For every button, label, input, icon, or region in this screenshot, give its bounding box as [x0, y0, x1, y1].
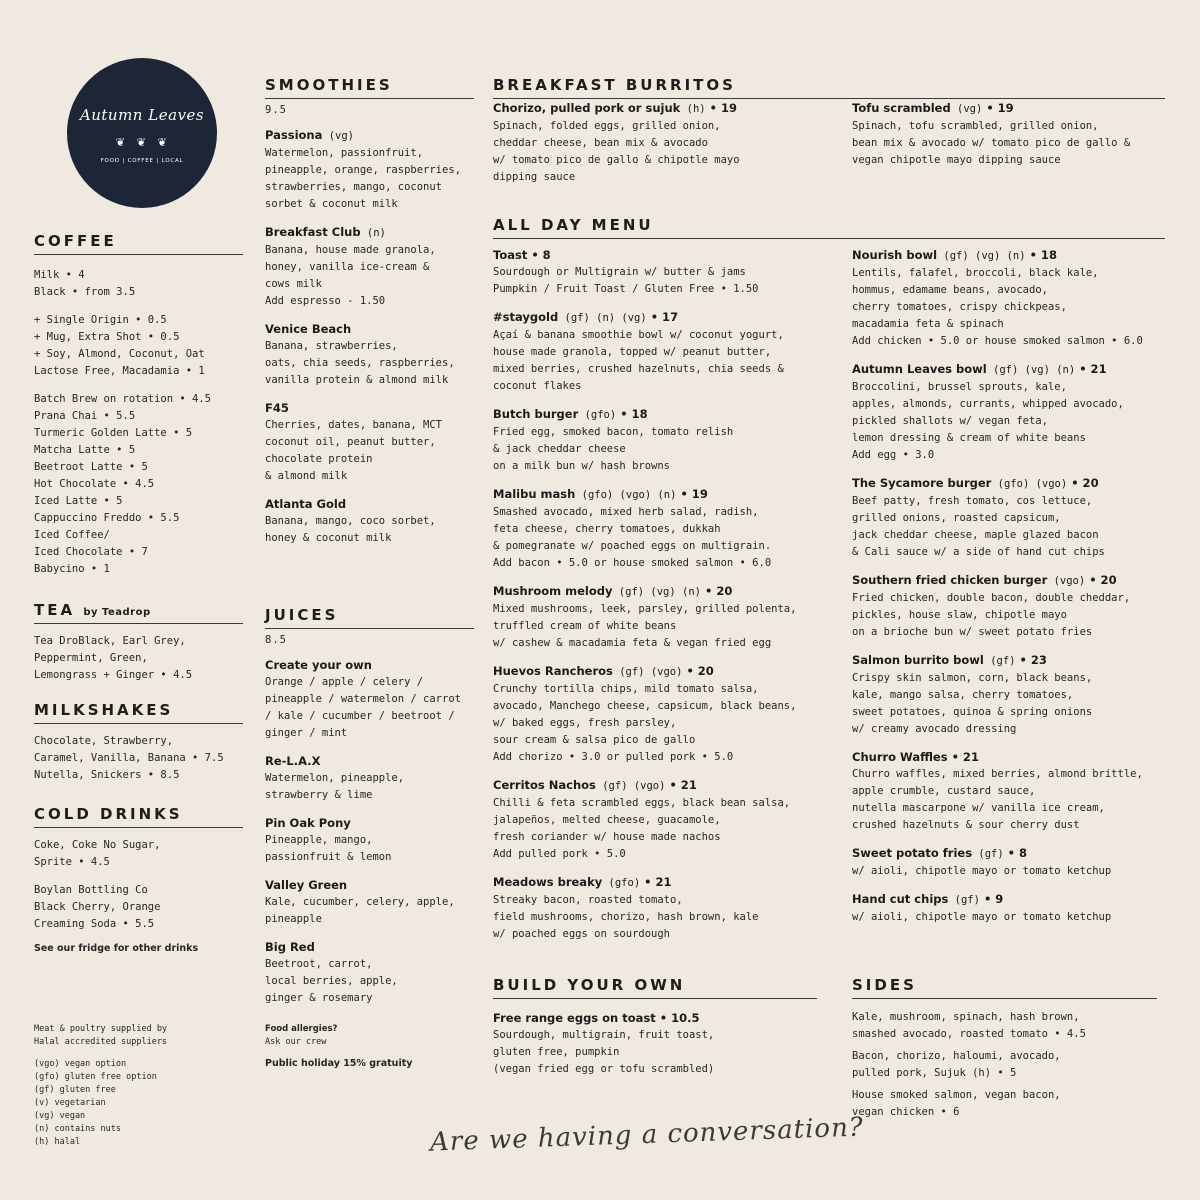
- logo-tagline: FOOD | COFFEE | LOCAL: [100, 158, 184, 164]
- menu-line: (n) contains nuts: [34, 1124, 121, 1134]
- item-description: Sourdough, multigrain, fruit toast, gluten free, pumpkin (vegan fried egg or tofu scrambled): [493, 1029, 715, 1075]
- coffee-list: [34, 267, 243, 578]
- leaf-icons: ❦ ❦ ❦: [115, 134, 169, 150]
- item-price: • 18: [1025, 248, 1057, 262]
- item-title: #staygold: [493, 310, 559, 324]
- item-tags: (gfo): [578, 409, 617, 421]
- item-price: • 9: [979, 892, 1004, 906]
- menu-line: Bacon, chorizo, haloumi, avocado,: [852, 1050, 1061, 1062]
- menu-item: [493, 663, 843, 766]
- smoothies-section: [265, 76, 474, 558]
- smoothies-price: 9.5: [265, 104, 287, 116]
- menu-item: [852, 100, 1162, 169]
- item-price: • 21: [665, 778, 697, 792]
- item-description: Crunchy tortilla chips, mild tomato salsa, avocado, Manchego cheese, capsicum, black beans, w/ baked eggs, fresh parsley, sour cream & salsa pico de gallo Add chorizo • 3.0 or pulled pork • 5.0: [493, 683, 797, 763]
- breakfast-burritos-section: [493, 76, 1165, 99]
- juice-footnotes: [265, 1023, 474, 1069]
- item-name: [852, 749, 1162, 766]
- all-day-left: [493, 247, 843, 954]
- item-name: [265, 496, 474, 513]
- menu-item: [265, 939, 474, 1007]
- fridge-note: See our fridge for other drinks: [34, 943, 199, 954]
- menu-item: [265, 321, 474, 389]
- item-description: Broccolini, brussel sprouts, kale, apples, almonds, currants, whipped avocado, pickled shallots w/ vegan feta, lemon dressing & cream of white beans Add egg • 3.0: [852, 381, 1124, 461]
- item-description: Açaí & banana smoothie bowl w/ coconut yogurt, house made granola, topped w/ peanut butter, mixed berries, crushed hazelnuts, chia seeds & coconut flakes: [493, 329, 784, 392]
- sides-section: [852, 976, 1157, 1121]
- menu-line: Batch Brew on rotation • 4.5: [34, 393, 212, 405]
- item-name: [493, 1010, 817, 1027]
- item-tags: (gfo) (vgo) (n): [575, 489, 677, 501]
- item-name: [852, 100, 1162, 118]
- build-your-own-title: BUILD YOUR OWN: [493, 976, 817, 999]
- cold-drinks-list: [34, 837, 243, 933]
- allergy-note: Ask our crew: [265, 1037, 327, 1047]
- item-price: • 8: [1003, 846, 1028, 860]
- build-your-own-item: [493, 1010, 817, 1078]
- item-title: Mushroom melody: [493, 584, 613, 598]
- menu-line: House smoked salmon, vegan bacon,: [852, 1089, 1061, 1101]
- item-title: Toast: [493, 248, 528, 262]
- item-name: [265, 127, 474, 145]
- smoothie-items: [265, 127, 474, 547]
- item-description: Orange / apple / celery / pineapple / watermelon / carrot / kale / cucumber / beetroot / ginger / mint: [265, 676, 461, 739]
- menu-item: [493, 247, 843, 298]
- menu-line: (v) vegetarian: [34, 1098, 106, 1108]
- menu-line: (h) halal: [34, 1137, 81, 1147]
- item-title: Venice Beach: [265, 322, 352, 336]
- menu-line: Black Cherry, Orange: [34, 901, 161, 913]
- item-name: [265, 939, 474, 956]
- tea-by: by Teadrop: [83, 607, 151, 618]
- item-tags: (gf) (vg) (n): [986, 364, 1076, 376]
- menu-item: [852, 361, 1162, 464]
- item-description: Banana, mango, coco sorbet, honey & coconut milk: [265, 515, 436, 544]
- menu-line: Turmeric Golden Latte • 5: [34, 427, 193, 439]
- footnotes: [34, 1023, 243, 1149]
- item-tags: (gf) (vg) (n): [612, 586, 701, 598]
- item-description: w/ aioli, chipotle mayo or tomato ketchup: [852, 865, 1112, 877]
- menu-line: Peppermint, Green,: [34, 652, 148, 664]
- menu-line: Matcha Latte • 5: [34, 444, 136, 456]
- item-title: Tofu scrambled: [852, 101, 951, 115]
- milkshakes-title: MILKSHAKES: [34, 701, 243, 724]
- item-description: Mixed mushrooms, leek, parsley, grilled polenta, truffled cream of white beans w/ cashew & macadamia feta & vegan fried egg: [493, 603, 797, 649]
- menu-item: [265, 127, 474, 213]
- item-name: [493, 247, 843, 264]
- item-tags: (gf): [983, 655, 1016, 667]
- item-description: Crispy skin salmon, corn, black beans, kale, mango salsa, cherry tomatoes, sweet potatoes, quinoa & spring onions w/ creamy avocado dressing: [852, 672, 1093, 735]
- item-name: [265, 657, 474, 674]
- item-price: • 17: [646, 310, 679, 324]
- menu-item: [852, 749, 1162, 834]
- menu-line: pulled pork, Sujuk (h) • 5: [852, 1067, 1017, 1079]
- item-title: Chorizo, pulled pork or sujuk: [493, 101, 681, 115]
- milkshake-list: [34, 733, 243, 784]
- item-title: F45: [265, 401, 289, 415]
- cold-drinks-title: COLD DRINKS: [34, 805, 243, 828]
- smoothies-title: SMOOTHIES: [265, 76, 474, 99]
- menu-line: Iced Coffee/: [34, 529, 110, 541]
- item-name: [493, 663, 843, 681]
- item-name: [852, 361, 1162, 379]
- brand-logo: [67, 58, 217, 208]
- supply-note: [34, 1023, 243, 1049]
- item-name: [265, 321, 474, 338]
- juices-section: [265, 606, 474, 1018]
- item-title: Churro Waffles: [852, 750, 948, 764]
- menu-item: [493, 406, 843, 475]
- menu-item: [493, 1010, 817, 1078]
- item-name: [493, 486, 843, 504]
- menu-line: Lemongrass + Ginger • 4.5: [34, 669, 193, 681]
- menu-line: Boylan Bottling Co: [34, 884, 148, 896]
- tea-title: [34, 601, 243, 624]
- menu-line: Nutella, Snickers • 8.5: [34, 769, 180, 781]
- item-title: Valley Green: [265, 878, 348, 892]
- menu-line: vegan chicken • 6: [852, 1106, 960, 1118]
- allergy-title: Food allergies?: [265, 1024, 338, 1034]
- menu-item: [493, 874, 843, 943]
- item-description: Smashed avocado, mixed herb salad, radish, feta cheese, cherry tomatoes, dukkah & pomegranate w/ poached eggs on multigrain. Add bacon • 5.0 or house smoked salmon • 6.0: [493, 506, 772, 569]
- item-name: [265, 877, 474, 894]
- item-description: Beetroot, carrot, local berries, apple, ginger & rosemary: [265, 958, 398, 1004]
- item-name: [852, 652, 1162, 670]
- item-tags: (h): [680, 103, 706, 115]
- item-name: [265, 400, 474, 417]
- item-description: Watermelon, passionfruit, pineapple, orange, raspberries, strawberries, mango, coconut sorbet & coconut milk: [265, 147, 461, 210]
- item-title: Free range eggs on toast: [493, 1011, 656, 1025]
- item-tags: (vgo): [1047, 575, 1086, 587]
- item-description: Spinach, tofu scrambled, grilled onion, bean mix & avocado w/ tomato pico de gallo & vegan chipotle mayo dipping sauce: [852, 120, 1131, 166]
- menu-line: (gf) gluten free: [34, 1085, 116, 1095]
- menu-line: + Mug, Extra Shot • 0.5: [34, 331, 180, 343]
- item-tags: (gf): [972, 848, 1004, 860]
- menu-item: [852, 475, 1162, 561]
- menu-line: (gfo) gluten free option: [34, 1072, 157, 1082]
- breakfast-burritos-title: BREAKFAST BURRITOS: [493, 76, 1165, 99]
- menu-item: [265, 753, 474, 804]
- item-title: Cerritos Nachos: [493, 778, 596, 792]
- menu-item: [493, 777, 843, 863]
- item-name: [493, 777, 843, 795]
- item-description: Chilli & feta scrambled eggs, black bean salsa, jalapeños, melted cheese, guacamole, fresh coriander w/ house made nachos Add pulled pork • 5.0: [493, 797, 791, 860]
- item-tags: (vg): [950, 103, 983, 115]
- item-name: [852, 475, 1162, 493]
- item-title: Hand cut chips: [852, 892, 949, 906]
- item-name: [852, 572, 1162, 590]
- item-title: Big Red: [265, 940, 315, 954]
- cold-drinks-section: [34, 805, 243, 954]
- coffee-title: COFFEE: [34, 232, 243, 255]
- item-title: Passiona: [265, 128, 323, 142]
- item-price: • 21: [1075, 362, 1107, 376]
- item-title: Atlanta Gold: [265, 497, 347, 511]
- item-description: w/ aioli, chipotle mayo or tomato ketchup: [852, 911, 1112, 923]
- item-title: The Sycamore burger: [852, 476, 992, 490]
- sides-list: [852, 1009, 1157, 1121]
- item-description: Fried chicken, double bacon, double cheddar, pickles, house slaw, chipotle mayo on a brioche bun w/ sweet potato fries: [852, 592, 1131, 638]
- menu-line: Black • from 3.5: [34, 286, 136, 298]
- menu-item: [852, 845, 1162, 880]
- item-name: [493, 406, 843, 424]
- item-description: Watermelon, pineapple, strawberry & lime: [265, 772, 405, 801]
- item-price: • 10.5: [655, 1011, 700, 1025]
- item-title: Huevos Rancheros: [493, 664, 613, 678]
- menu-line: Coke, Coke No Sugar,: [34, 839, 161, 851]
- burrito-left: [493, 100, 843, 197]
- menu-line: Iced Chocolate • 7: [34, 546, 148, 558]
- menu-item: [265, 224, 474, 310]
- item-name: [493, 100, 843, 118]
- item-tags: (gf): [948, 894, 980, 906]
- menu-item: [493, 583, 843, 652]
- menu-line: Iced Latte • 5: [34, 495, 123, 507]
- tea-section: [34, 601, 243, 684]
- menu-line: + Soy, Almond, Coconut, Oat: [34, 348, 205, 360]
- item-title: Meadows breaky: [493, 875, 603, 889]
- item-name: [493, 309, 843, 327]
- item-title: Create your own: [265, 658, 372, 672]
- item-price: • 20: [682, 664, 714, 678]
- item-title: Autumn Leaves bowl: [852, 362, 987, 376]
- spacer: [34, 380, 243, 391]
- item-price: • 23: [1015, 653, 1047, 667]
- item-title: Salmon burrito bowl: [852, 653, 984, 667]
- menu-item: [852, 891, 1162, 926]
- build-your-own-section: [493, 976, 817, 1089]
- item-tags: (gf) (vgo): [612, 666, 683, 678]
- menu-item: [265, 496, 474, 547]
- dietary-legend: [34, 1058, 243, 1149]
- item-price: • 21: [640, 875, 672, 889]
- item-name: [493, 583, 843, 601]
- menu-line: (vg) vegan: [34, 1111, 86, 1121]
- item-title: Butch burger: [493, 407, 579, 421]
- item-price: • 20: [701, 584, 733, 598]
- item-description: Fried egg, smoked bacon, tomato relish & jack cheddar cheese on a milk bun w/ hash browns: [493, 426, 734, 472]
- menu-line: (vgo) vegan option: [34, 1059, 127, 1069]
- menu-item: [265, 657, 474, 742]
- milkshakes-section: [34, 701, 243, 784]
- item-description: Spinach, folded eggs, grilled onion, cheddar cheese, bean mix & avocado w/ tomato pico de gallo & chipotle mayo dipping sauce: [493, 120, 740, 183]
- item-description: Churro waffles, mixed berries, almond brittle, apple crumble, custard sauce, nutella mascarpone w/ vanilla ice cream, crushed hazelnuts & sour cherry dust: [852, 768, 1143, 831]
- menu-item: [852, 652, 1162, 738]
- menu-item: [265, 400, 474, 485]
- item-description: Cherries, dates, banana, MCT coconut oil, peanut butter, chocolate protein & almond milk: [265, 419, 443, 482]
- burrito-right: [852, 100, 1162, 180]
- left-column: [34, 232, 243, 578]
- footer-script: Are we having a conversation?: [429, 1112, 865, 1158]
- menu-line: Milk • 4: [34, 269, 85, 281]
- menu-line: Beetroot Latte • 5: [34, 461, 148, 473]
- item-name: [265, 815, 474, 832]
- menu-item: [493, 486, 843, 572]
- all-day-right: [852, 247, 1162, 937]
- item-description: Streaky bacon, roasted tomato, field mushrooms, chorizo, hash brown, kale w/ poached eggs on sourdough: [493, 894, 759, 940]
- spacer: [34, 871, 243, 882]
- item-tags: (gf) (n) (vg): [558, 312, 647, 324]
- item-name: [852, 845, 1162, 863]
- sides-title: SIDES: [852, 976, 1157, 999]
- spacer: [34, 301, 243, 312]
- item-price: • 8: [527, 248, 551, 262]
- item-price: • 19: [705, 101, 737, 115]
- item-description: Kale, cucumber, celery, apple, pineapple: [265, 896, 455, 925]
- item-title: Malibu mash: [493, 487, 576, 501]
- menu-item: [852, 572, 1162, 641]
- menu-line: Babycino • 1: [34, 563, 110, 575]
- menu-line: + Single Origin • 0.5: [34, 314, 167, 326]
- item-description: Lentils, falafel, broccoli, black kale, hommus, edamame beans, avocado, cherry tomatoes, crispy chickpeas, macadamia feta & spinach Add chicken • 5.0 or house smoked salmon • 6.0: [852, 267, 1143, 347]
- menu-line: Kale, mushroom, spinach, hash brown,: [852, 1011, 1080, 1023]
- item-tags: (n): [360, 227, 386, 239]
- menu-line: Tea DroBlack, Earl Grey,: [34, 635, 186, 647]
- item-description: Sourdough or Multigrain w/ butter & jams Pumpkin / Fruit Toast / Gluten Free • 1.50: [493, 266, 759, 295]
- item-price: • 19: [982, 101, 1014, 115]
- menu-item: [852, 247, 1162, 350]
- item-name: [852, 247, 1162, 265]
- item-tags: (gfo) (vgo): [991, 478, 1068, 490]
- item-description: Banana, strawberries, oats, chia seeds, raspberries, vanilla protein & almond milk: [265, 340, 455, 386]
- item-price: • 20: [1085, 573, 1117, 587]
- item-name: [265, 224, 474, 242]
- menu-line: Chocolate, Strawberry,: [34, 735, 174, 747]
- item-description: Banana, house made granola, honey, vanilla ice-cream & cows milk Add espresso - 1.50: [265, 244, 436, 307]
- menu-line: Prana Chai • 5.5: [34, 410, 136, 422]
- juice-items: [265, 657, 474, 1007]
- item-description: Beef patty, fresh tomato, cos lettuce, grilled onions, roasted capsicum, jack cheddar cheese, maple glazed bacon & Cali sauce w/ a side of hand cut chips: [852, 495, 1105, 558]
- item-title: Re-L.A.X: [265, 754, 321, 768]
- menu-line: Creaming Soda • 5.5: [34, 918, 155, 930]
- item-tags: (gf) (vg) (n): [937, 250, 1026, 262]
- all-day-title: ALL DAY MENU: [493, 216, 1165, 239]
- all-day-section: [493, 216, 1165, 239]
- item-tags: (gf) (vgo): [595, 780, 666, 792]
- item-name: [493, 874, 843, 892]
- item-tags: (gfo): [602, 877, 641, 889]
- item-title: Southern fried chicken burger: [852, 573, 1048, 587]
- item-title: Sweet potato fries: [852, 846, 973, 860]
- item-price: • 21: [947, 750, 979, 764]
- menu-line: Meat & poultry supplied by: [34, 1024, 168, 1034]
- item-tags: (vg): [322, 130, 354, 142]
- item-price: • 18: [616, 407, 648, 421]
- holiday-note: Public holiday 15% gratuity: [265, 1058, 413, 1069]
- item-title: Breakfast Club: [265, 225, 361, 239]
- menu-line: smashed avocado, roasted tomato • 4.5: [852, 1028, 1086, 1040]
- menu-line: Halal accredited suppliers: [34, 1037, 168, 1047]
- menu-item: [493, 309, 843, 395]
- menu-line: Caramel, Vanilla, Banana • 7.5: [34, 752, 224, 764]
- menu-line: Hot Chocolate • 4.5: [34, 478, 155, 490]
- menu-line: Lactose Free, Macadamia • 1: [34, 365, 205, 377]
- menu-line: Cappuccino Freddo • 5.5: [34, 512, 180, 524]
- logo-name: Autumn Leaves: [79, 106, 205, 124]
- item-title: Nourish bowl: [852, 248, 938, 262]
- juices-title: JUICES: [265, 606, 474, 629]
- item-name: [852, 891, 1162, 909]
- item-price: • 20: [1067, 476, 1099, 490]
- juices-price: 8.5: [265, 634, 287, 646]
- menu-line: Sprite • 4.5: [34, 856, 110, 868]
- menu-item: [493, 100, 843, 186]
- item-title: Pin Oak Pony: [265, 816, 351, 830]
- item-name: [265, 753, 474, 770]
- menu-item: [265, 877, 474, 928]
- tea-list: [34, 633, 243, 684]
- tea-title-text: TEA: [34, 601, 76, 619]
- menu-item: [265, 815, 474, 866]
- item-price: • 19: [676, 487, 708, 501]
- item-description: Pineapple, mango, passionfruit & lemon: [265, 834, 392, 863]
